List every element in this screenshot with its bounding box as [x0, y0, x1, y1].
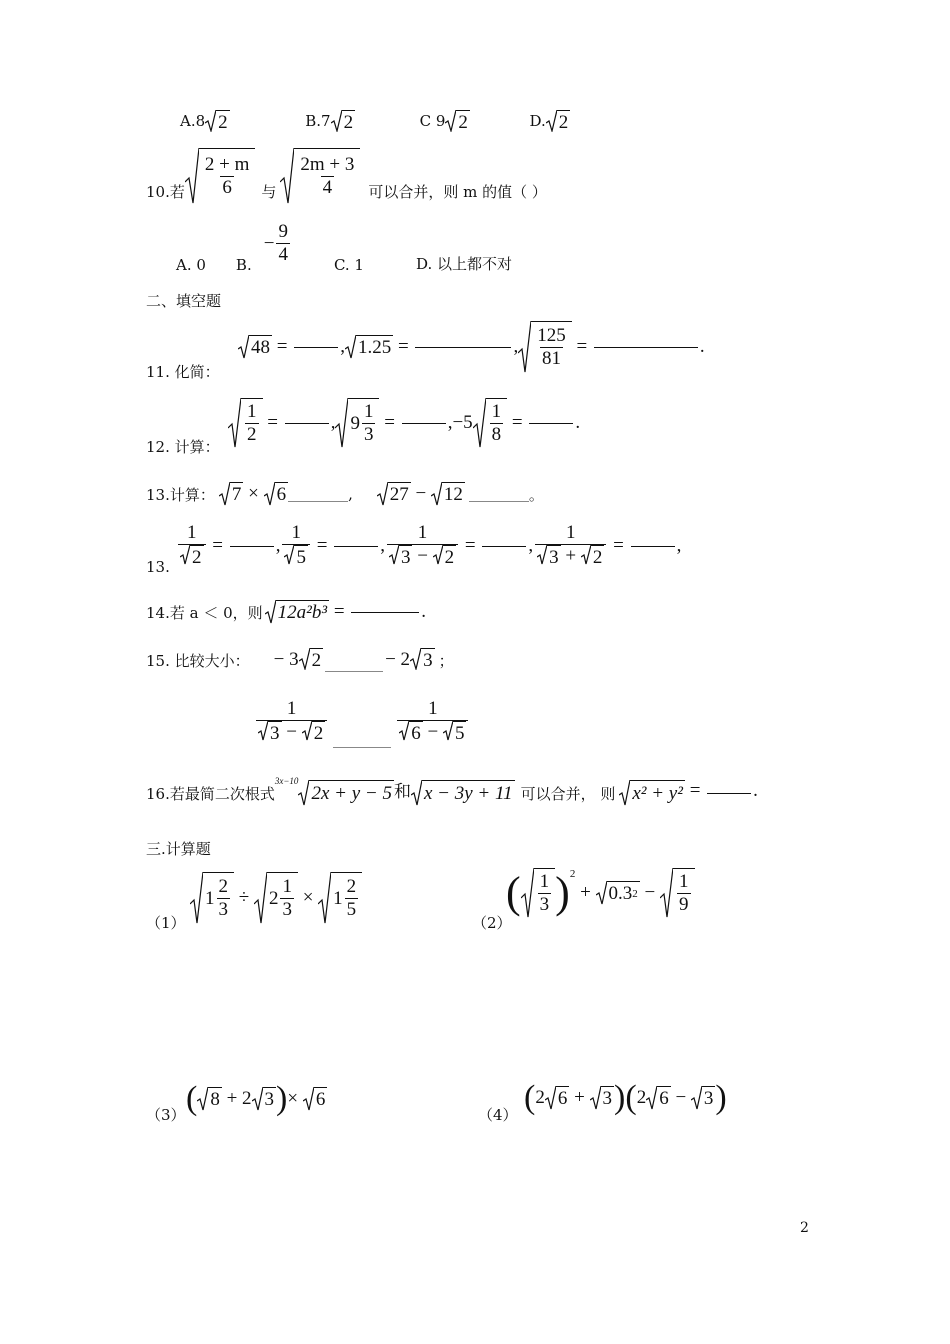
problem-3-label: （3） [146, 1106, 186, 1124]
q10-option-b-fraction: − $\frac{9}{4}$ [263, 221, 288, 265]
q9-option-d: D. [529, 112, 546, 130]
q9-option-c: C 9 [419, 112, 446, 130]
q12-expression: $\frac{1}{2}$ = , 9 $\frac{1}{3}$ = , −5 $\frac{1}{8}$ = . [228, 396, 580, 450]
question-10: 10.若 $\frac{2 + m}{6}$ 与 $\frac{2m + 3}{4}$ 可以合并，则 m 的值（ ） [146, 146, 547, 206]
q9-radical-a: 2 [205, 110, 230, 134]
q9-option-b: B.7 [305, 112, 331, 130]
question-16: 16.若最简二次根式 3x−10 2x + y − 5 和 x − 3y + 11 可以合并， 则 x² + y² = . [146, 776, 758, 804]
page-number: 2 [800, 1220, 809, 1236]
q15-fraction-compare: 1 3 − 2 1 6 − 5 [254, 694, 470, 750]
q9-option-a: A.8 [180, 112, 206, 130]
problem-1-label: （1） [146, 914, 186, 932]
problem-2-label: （2） [472, 914, 512, 932]
problem-1-expression: 1 $\frac{2}{3}$ ÷ 2 $\frac{1}{3}$ × 1 $\frac{2}{5}$ [190, 870, 362, 926]
q11-expression: 48 = , 1.25 = , $\frac{125}{81}$ = . [238, 320, 705, 374]
question-15: 15. 比较大小： − 3 2 − 2 3 ； [146, 649, 454, 671]
q10-radical-1: $\frac{2 + m}{6}$ [185, 148, 256, 204]
problem-4-expression: ( 2 6 + 3 )( 2 6 − 3 ) [524, 1079, 727, 1116]
question-14: 14.若 a ＜ 0，则 12a²b³ = . [146, 601, 427, 623]
section-2-title: 二、填空题 [146, 292, 222, 310]
problem-3-expression: ( 8 + 2 3 ) × 6 [186, 1080, 326, 1117]
q10-radical-2: $\frac{2m + 3}{4}$ [280, 148, 360, 204]
section-3-title: 三.计算题 [146, 840, 211, 858]
q11-label: 11. 化简： [146, 363, 220, 381]
problem-2-expression: ( $\frac{1}{3}$ ) 2 + 0.3 2 − $\frac{1}{9}$ [506, 862, 695, 924]
question-13a: 13.计算： 7 × 6 , 27 − 12 。 [146, 483, 544, 505]
q12-label: 12. 计算： [146, 438, 220, 456]
q13b-expression: $\frac{1}{2}$ = , $\frac{1}{5}$ = , 1 3 − 2 = , 1 3 + 2 = , [176, 518, 681, 574]
q13b-label: 13. [146, 558, 170, 576]
q9-options: A.8 2 B.7 2 C 9 2 D. 2 [180, 112, 569, 133]
problem-4-label: （4） [478, 1106, 518, 1124]
q10-options: A. 0 B. − $\frac{9}{4}$ C. 1 D. 以上都不对 [176, 221, 512, 274]
